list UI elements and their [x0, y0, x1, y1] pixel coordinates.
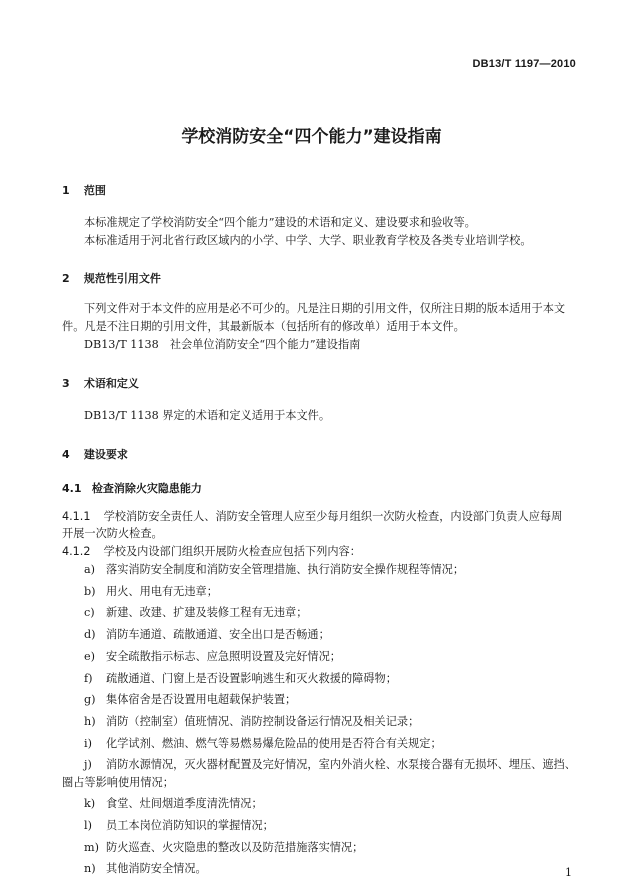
- list-item-continuation: 圈占等影响使用情况；: [62, 776, 174, 789]
- list-text: 用火、用电有无违章；: [106, 585, 218, 598]
- list-marker: n): [84, 862, 96, 875]
- list-marker: b): [84, 585, 96, 598]
- clause-4-1-2: [62, 545, 361, 559]
- document-title: 学校消防安全“四个能力”建设指南: [181, 127, 442, 147]
- list-item: [84, 650, 341, 664]
- list-marker: h): [84, 715, 96, 728]
- list-text: 安全疏散指示标志、应急照明设置及完好情况；: [106, 650, 341, 663]
- section-number: 2: [62, 272, 70, 285]
- list-item: [84, 693, 296, 707]
- list-marker: e): [84, 650, 95, 663]
- list-marker: i): [84, 737, 92, 750]
- paragraph: 下列文件对于本文件的应用是必不可少的。凡是注日期的引用文件，仅所注日期的版本适用于本文: [84, 302, 566, 315]
- section-heading-terms: [62, 375, 139, 391]
- list-item: [84, 862, 207, 876]
- list-text: 消防水源情况，灭火器材配置及完好情况，室内外消火栓、水泵接合器有无损坏、埋压、遮挡、: [106, 758, 576, 771]
- list-text: 新建、改建、扩建及装修工程有无违章；: [106, 606, 308, 619]
- clause-text: 学校消防安全责任人、消防安全管理人应至少每月组织一次防火检查，内设部门负责人应每周: [103, 510, 563, 523]
- paragraph: DB13/T 1138 界定的术语和定义适用于本文件。: [84, 409, 331, 422]
- list-item: [84, 737, 442, 751]
- list-item: [84, 841, 363, 855]
- section-number: 4: [62, 448, 70, 461]
- reference-item: DB13/T 1138 社会单位消防安全“四个能力”建设指南: [84, 338, 361, 351]
- subsection-title: 检查消除火灾隐患能力: [91, 482, 202, 495]
- list-marker: g): [84, 693, 96, 706]
- section-number: 1: [62, 184, 70, 197]
- page-number: 1: [565, 866, 572, 879]
- list-item: [84, 797, 263, 811]
- list-marker: f): [84, 672, 93, 685]
- section-heading-scope: [62, 182, 106, 198]
- list-text: 集体宿舍是否设置用电超载保护装置；: [106, 693, 297, 706]
- section-title: 范围: [83, 184, 106, 197]
- section-title: 建设要求: [83, 448, 128, 461]
- clause-number: 4.1.2: [62, 545, 91, 558]
- list-item: [84, 585, 218, 599]
- clause-text: 学校及内设部门组织开展防火检查应包括下列内容：: [103, 545, 361, 558]
- list-marker: l): [84, 819, 92, 832]
- list-marker: j): [84, 758, 92, 771]
- list-item: [84, 715, 419, 729]
- list-item: [84, 672, 397, 686]
- list-marker: k): [84, 797, 96, 810]
- list-text: 员工本岗位消防知识的掌握情况；: [106, 819, 274, 832]
- list-item: [84, 563, 464, 577]
- section-number: 3: [62, 377, 70, 390]
- list-text: 食堂、灶间烟道季度清洗情况；: [106, 797, 263, 810]
- section-heading-requirements: [62, 446, 128, 462]
- clause-4-1-1: [62, 510, 562, 524]
- list-text: 其他消防安全情况。: [106, 862, 207, 875]
- list-text: 防火巡查、火灾隐患的整改以及防范措施落实情况；: [106, 841, 364, 854]
- clause-continuation: 开展一次防火检查。: [62, 527, 163, 540]
- list-text: 化学试剂、燃油、燃气等易燃易爆危险品的使用是否符合有关规定；: [106, 737, 442, 750]
- list-marker: d): [84, 628, 96, 641]
- section-title: 规范性引用文件: [83, 272, 161, 285]
- subsection-heading: [62, 480, 202, 496]
- list-text: 消防（控制室）值班情况、消防控制设备运行情况及相关记录；: [106, 715, 420, 728]
- list-marker: m): [84, 841, 99, 854]
- section-title: 术语和定义: [83, 377, 139, 390]
- standard-number: DB13/T 1197—2010: [472, 58, 576, 70]
- list-item: [84, 819, 274, 833]
- subsection-number: 4.1: [62, 482, 82, 495]
- list-text: 落实消防安全制度和消防安全管理措施、执行消防安全操作规程等情况；: [106, 563, 465, 576]
- clause-number: 4.1.1: [62, 510, 91, 523]
- paragraph: 本标准适用于河北省行政区域内的小学、中学、大学、职业教育学校及各类专业培训学校。: [84, 234, 532, 247]
- list-text: 疏散通道、门窗上是否设置影响逃生和灭火救援的障碍物；: [106, 672, 397, 685]
- list-item: [84, 628, 330, 642]
- list-item: [84, 606, 307, 620]
- list-item: [84, 758, 576, 772]
- list-text: 消防车通道、疏散通道、安全出口是否畅通；: [106, 628, 330, 641]
- list-marker: a): [84, 563, 96, 576]
- list-marker: c): [84, 606, 95, 619]
- paragraph: 件。凡是不注日期的引用文件，其最新版本（包括所有的修改单）适用于本文件。: [62, 320, 465, 333]
- paragraph: 本标准规定了学校消防安全“四个能力”建设的术语和定义、建设要求和验收等。: [84, 216, 476, 229]
- section-heading-normative-references: [62, 270, 161, 286]
